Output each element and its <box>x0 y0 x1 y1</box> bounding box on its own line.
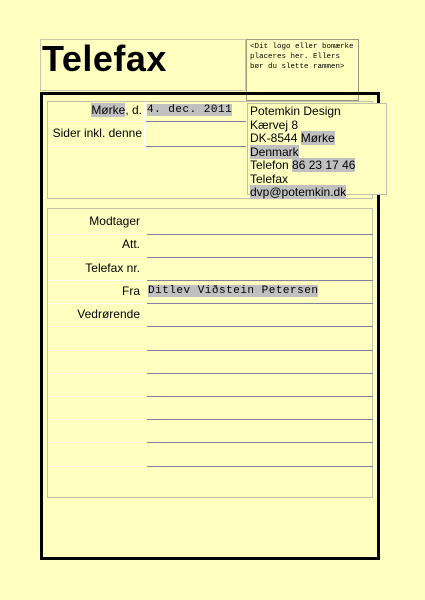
logo-placeholder[interactable]: <Dit logo eller bomærke placeres her. Ellers bør du slette rammen> <box>246 39 359 101</box>
row-divider <box>48 442 144 443</box>
recipient-fields-area <box>47 208 373 498</box>
field-label-fra: Fra <box>122 284 140 298</box>
message-line[interactable] <box>147 419 373 420</box>
row-divider <box>48 419 144 420</box>
header-col-divider <box>144 102 145 150</box>
field-line-modtager[interactable] <box>147 234 373 235</box>
row-divider <box>48 396 144 397</box>
field-line-vedroerende[interactable] <box>147 326 373 327</box>
sender-street: Kærvej 8 <box>250 117 299 132</box>
message-line[interactable] <box>147 442 373 443</box>
field-line-telefax[interactable] <box>147 280 373 281</box>
sender-address[interactable] <box>247 103 387 199</box>
row-divider <box>48 466 144 467</box>
field-value-fra[interactable]: Ditlev Viðstein Petersen <box>148 285 319 297</box>
date-place: Mørke <box>91 103 126 117</box>
field-label-modtager: Modtager <box>89 214 140 228</box>
message-line[interactable] <box>147 466 373 467</box>
row-divider <box>48 257 144 258</box>
row-divider <box>48 326 144 327</box>
date-label <box>48 103 142 117</box>
sender-country: Denmark <box>250 144 299 159</box>
pages-row-divider <box>48 146 144 147</box>
sender-email: dvp@potemkin.dk <box>250 185 347 199</box>
message-line[interactable] <box>147 373 373 374</box>
row-divider <box>48 373 144 374</box>
sender-phone: Telefon 86 23 17 46 <box>250 158 356 172</box>
date-underline <box>146 121 246 122</box>
date-suffix: , d. <box>125 103 142 117</box>
fields-col-divider <box>145 209 146 469</box>
message-line[interactable] <box>147 350 373 351</box>
field-line-fra <box>147 303 373 304</box>
sender-fax: Telefax <box>250 171 289 186</box>
message-line[interactable] <box>147 396 373 397</box>
sender-postcode-city: DK-8544 Mørke <box>250 131 335 145</box>
field-label-att: Att. <box>121 237 140 251</box>
field-label-telefax: Telefax nr. <box>85 261 140 275</box>
row-divider <box>48 303 144 304</box>
row-divider <box>48 280 144 281</box>
row-divider <box>48 234 144 235</box>
date-row-divider <box>48 121 144 122</box>
field-label-vedroerende: Vedrørende <box>77 307 140 321</box>
pages-underline <box>146 146 246 147</box>
field-line-att[interactable] <box>147 257 373 258</box>
row-divider <box>48 350 144 351</box>
date-value[interactable]: 4. dec. 2011 <box>147 104 233 116</box>
fax-title: Telefax <box>42 38 167 79</box>
sender-company: Potemkin Design <box>250 104 341 118</box>
pages-label: Sider inkl. denne <box>52 126 142 140</box>
